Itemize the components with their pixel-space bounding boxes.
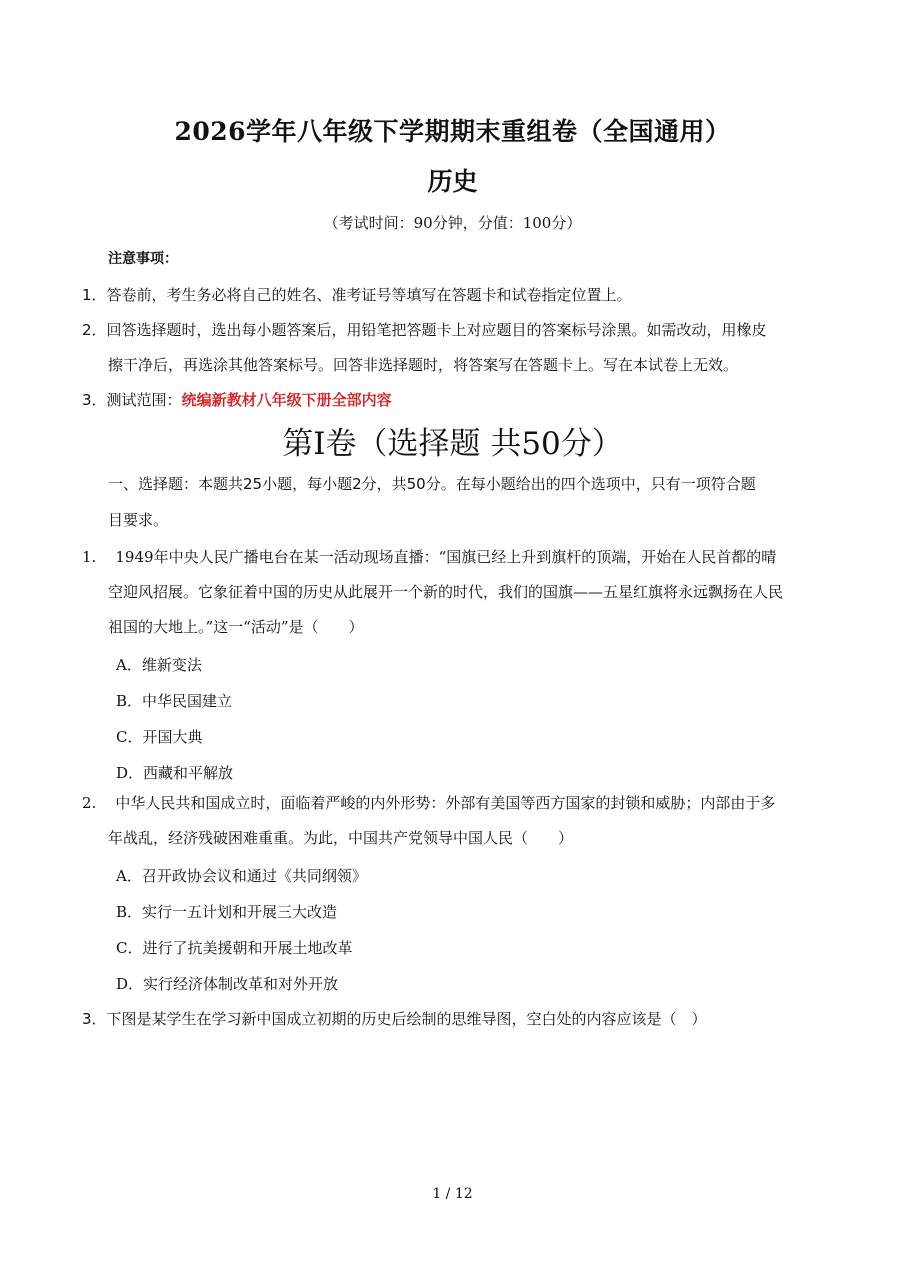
question-stem-line-3: 祖国的大地上。”这一“活动”是（ ） [108, 618, 364, 636]
notice-item-text: 答卷前，考生务必将自己的姓名、准考证号等填写在答题卡和试卷指定位置上。 [106, 286, 632, 304]
notice-item-text-continued: 擦干净后，再选涂其他答案标号。回答非选择题时，将答案写在答题卡上。写在本试卷上无效。 [108, 356, 739, 374]
question-1 [82, 540, 832, 791]
question-stem-line-2: 年战乱，经济残破困难重重。为此，中国共产党领导中国人民（ ） [108, 829, 574, 847]
notice-item-number: 1． [82, 286, 107, 304]
section-instruction [82, 466, 832, 538]
exam-info: （考试时间：90分钟，分值：100分） [323, 214, 582, 232]
exam-title: 2026学年八年级下学期期末重组卷（全国通用） [174, 117, 731, 146]
exam-subject: 历史 [427, 167, 478, 196]
option-b: B．中华民国建立 [116, 692, 233, 710]
option-b: B．实行一五计划和开展三大改造 [116, 903, 338, 921]
instruction-line-1: 一、选择题：本题共25小题，每小题2分，共50分。在每小题给出的四个选项中，只有一项符合题 [108, 475, 756, 493]
question-stem [82, 786, 832, 821]
question-2 [82, 786, 832, 1002]
option-a: A．维新变法 [116, 656, 202, 674]
option-c: C．开国大典 [116, 728, 203, 746]
question-stem-line-1: 下图是某学生在学习新中国成立初期的历史后绘制的思维导图，空白处的内容应该是（ ） [106, 1010, 707, 1028]
question-stem [82, 1002, 832, 1037]
notice-item-2 [82, 313, 832, 383]
page-number: 1 / 12 [432, 1186, 473, 1202]
notice-item-number: 2． [82, 321, 107, 339]
question-options [82, 647, 832, 791]
question-stem-line-1: 1949年中央人民广播电台在某一活动现场直播：“国旗已经上升到旗杆的顶端，开始在人民首都的晴 [115, 548, 777, 566]
option-d: D．西藏和平解放 [116, 764, 234, 782]
option-a: A．召开政协会议和通过《共同纲领》 [116, 867, 367, 885]
test-scope-label: 测试范围： [106, 391, 182, 409]
question-3 [82, 1002, 832, 1037]
instruction-line-2: 目要求。 [108, 511, 169, 529]
notice-item-1 [82, 278, 832, 313]
test-scope-value: 统编新教材八年级下册全部内容 [181, 391, 392, 409]
notice-item-3 [82, 383, 832, 418]
question-number: 1. [82, 548, 97, 566]
section-title: 第Ⅰ卷（选择题 共50分） [282, 426, 623, 462]
question-options [82, 858, 832, 1002]
question-stem [82, 540, 832, 575]
question-number: 3． [82, 1010, 107, 1028]
notice-heading: 注意事项： [108, 251, 178, 267]
notice-item-number: 3． [82, 391, 107, 409]
option-d: D．实行经济体制改革和对外开放 [116, 975, 339, 993]
question-stem-line-1: 中华人民共和国成立时，面临着严峻的内外形势：外部有美国等西方国家的封锁和威胁；内部由于多 [115, 794, 776, 812]
question-stem-line-2: 空迎风招展。它象征着中国的历史从此展开一个新的时代，我们的国旗——五星红旗将永远飘扬在人民 [108, 583, 784, 601]
option-c: C．进行了抗美援朝和开展土地改革 [116, 939, 353, 957]
notice-item-text: 回答选择题时，选出每小题答案后，用铅笔把答题卡上对应题目的答案标号涂黑。如需改动，用橡皮 [106, 321, 767, 339]
question-number: 2. [82, 794, 97, 812]
